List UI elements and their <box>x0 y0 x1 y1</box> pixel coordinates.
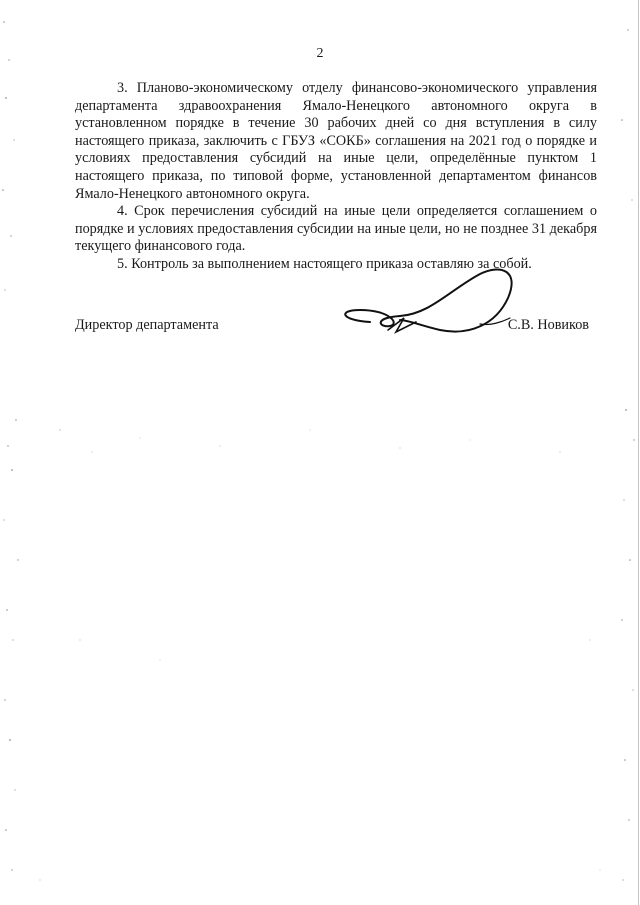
signer-name: С.В. Новиков <box>507 317 589 333</box>
page-number: 2 <box>316 46 324 61</box>
paragraph-5: 5. Контроль за выполнением настоящего приказа оставляю за собой. <box>117 255 532 272</box>
paragraph-4: 4. Срок перечисления субсидий на иные цели определяется соглашением о порядке и условиях предоставления субсидии на иные цели, но не позднее 31 декабря текущего финансового года. <box>75 203 597 255</box>
paragraph-3: 3. Планово-экономическому отделу финансово-экономического управления департамента здравоохранения Ямало-Ненецкого автономного округа в установленном порядке в течение 30 рабочих дней со дня вступления в силу настоящего приказа, заключить с ГБУЗ «СОКБ» соглашения на 2021 год о порядке и условиях предоставления субсидий на иные цели, определённые пунктом 1 настоящего приказа, по типовой форме, установленной департаментом финансов Ямало-Ненецкого автономного округа. <box>75 80 597 202</box>
handwritten-signature <box>330 260 540 350</box>
order-body <box>75 80 597 274</box>
signer-position: Директор департамента <box>75 317 219 333</box>
